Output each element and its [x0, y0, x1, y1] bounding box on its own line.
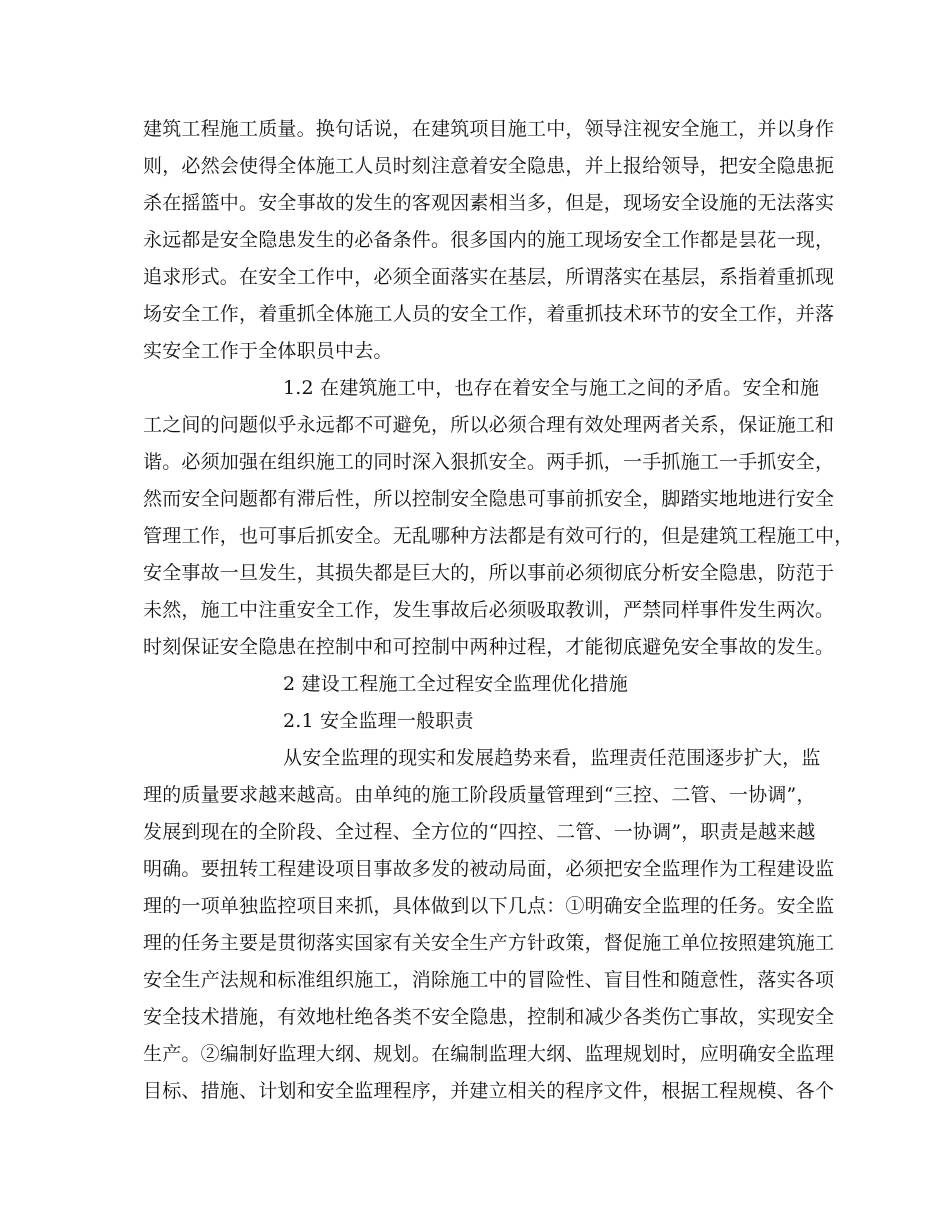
paragraph-start: 从安全监理的现实和发展趋势来看，监理责任范围逐步扩大，监 — [283, 747, 821, 769]
body-text-line: 未然，施工中注重安全工作，发生事故后必须吸取教训，严禁同样事件发生两次。 — [143, 599, 835, 621]
body-text-line: 工之间的问题似乎永远都不可避免，所以必须合理有效处理两者关系，保证施工和 — [143, 414, 835, 436]
subsection-heading: 2.1 安全监理一般职责 — [283, 710, 474, 732]
section-paragraph-start: 1.2 在建筑施工中，也存在着安全与施工之间的矛盾。安全和施 — [283, 377, 820, 399]
body-text-line: 生产。②编制好监理大纲、规划。在编制监理大纲、监理规划时，应明确安全监理 — [143, 1043, 835, 1065]
body-text-line: 安全事故一旦发生，其损失都是巨大的，所以事前必须彻底分析安全隐患，防范于 — [143, 562, 835, 584]
body-text-line: 目标、措施、计划和安全监理程序，并建立相关的程序文件，根据工程规模、各个 — [143, 1080, 835, 1102]
body-text-line: 理的质量要求越来越高。由单纯的施工阶段质量管理到“三控、二管、一协调”， — [143, 784, 816, 806]
body-text-line: 实安全工作于全体职员中去。 — [143, 340, 393, 362]
body-text-line: 发展到现在的全阶段、全过程、全方位的“四控、二管、一协调”，职责是越来越 — [143, 821, 816, 843]
body-text-line: 建筑工程施工质量。换句话说，在建筑项目施工中，领导注视安全施工，并以身作 — [143, 118, 835, 140]
body-text-line: 管理工作，也可事后抓安全。无乱哪种方法都是有效可行的，但是建筑工程施工中， — [143, 525, 854, 547]
body-text-line: 时刻保证安全隐患在控制中和可控制中两种过程，才能彻底避免安全事故的发生。 — [143, 636, 835, 658]
body-text-line: 杀在摇篮中。安全事故的发生的客观因素相当多，但是，现场安全设施的无法落实 — [143, 192, 835, 214]
body-text-line: 场安全工作，着重抓全体施工人员的安全工作，着重抓技术环节的安全工作，并落 — [143, 303, 835, 325]
body-text-line: 明确。要扭转工程建设项目事故多发的被动局面，必须把安全监理作为工程建设监 — [143, 858, 835, 880]
body-text-line: 理的一项单独监控项目来抓，具体做到以下几点：①明确安全监理的任务。安全监 — [143, 895, 835, 917]
body-text-line: 安全技术措施，有效地杜绝各类不安全隐患，控制和减少各类伤亡事故，实现安全 — [143, 1006, 835, 1028]
body-text-line: 永远都是安全隐患发生的必备条件。很多国内的施工现场安全工作都是昙花一现， — [143, 229, 835, 251]
body-text-line: 则，必然会使得全体施工人员时刻注意着安全隐患，并上报给领导，把安全隐患扼 — [143, 155, 835, 177]
body-text-line: 然而安全问题都有滞后性，所以控制安全隐患可事前抓安全，脚踏实地地进行安全 — [143, 488, 835, 510]
section-heading: 2 建设工程施工全过程安全监理优化措施 — [283, 673, 628, 695]
body-text-line: 安全生产法规和标准组织施工，消除施工中的冒险性、盲目性和随意性，落实各项 — [143, 969, 835, 991]
body-text-line: 追求形式。在安全工作中，必须全面落实在基层，所谓落实在基层，系指着重抓现 — [143, 266, 835, 288]
body-text-line: 理的任务主要是贯彻落实国家有关安全生产方针政策，督促施工单位按照建筑施工 — [143, 932, 835, 954]
body-text-line: 谐。必须加强在组织施工的同时深入狠抓安全。两手抓，一手抓施工一手抓安全， — [143, 451, 835, 473]
